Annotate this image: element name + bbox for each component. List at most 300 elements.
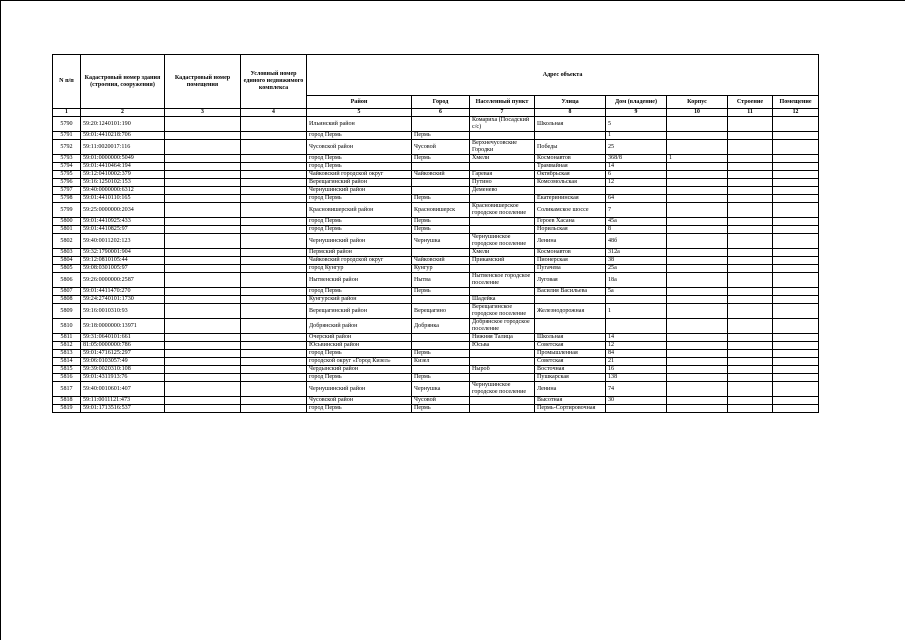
- cell-cadastral-building: 59:32:1790001:904: [81, 249, 165, 257]
- cell-building: [667, 358, 728, 366]
- cell-street: Комсомольская: [535, 179, 606, 187]
- cell-district: город Пермь: [307, 218, 412, 226]
- cell-cadastral-room: [165, 397, 241, 405]
- cell-street: Советская: [535, 342, 606, 350]
- cell-room: [773, 366, 819, 374]
- cell-building: [667, 257, 728, 265]
- cell-house: 25: [606, 140, 667, 155]
- cell-building: [667, 117, 728, 132]
- cell-structure: [728, 249, 773, 257]
- cell-number: 5790: [53, 117, 81, 132]
- cell-room: [773, 265, 819, 273]
- cell-cadastral-room: [165, 342, 241, 350]
- cell-cadastral-room: [165, 218, 241, 226]
- cell-city: Пермь: [412, 195, 470, 203]
- cell-house: 74: [606, 382, 667, 397]
- cell-settlement: Нытвенское городское поселение: [470, 273, 535, 288]
- cell-structure: [728, 171, 773, 179]
- cell-city: [412, 296, 470, 304]
- cell-conditional-number: [241, 350, 307, 358]
- cell-cadastral-room: [165, 117, 241, 132]
- cell-number: 5807: [53, 288, 81, 296]
- cell-number: 5798: [53, 195, 81, 203]
- cell-room: [773, 257, 819, 265]
- cell-structure: [728, 334, 773, 342]
- cell-street: Высотная: [535, 397, 606, 405]
- cell-cadastral-building: 59:01:4410110:165: [81, 195, 165, 203]
- cell-district: город Кунгур: [307, 265, 412, 273]
- cell-number: 5814: [53, 358, 81, 366]
- cell-cadastral-room: [165, 155, 241, 163]
- cell-street: Железнодорожная: [535, 304, 606, 319]
- table-row: [53, 296, 819, 304]
- cell-city: Чайковский: [412, 171, 470, 179]
- cell-structure: [728, 155, 773, 163]
- cell-room: [773, 334, 819, 342]
- table-row: [53, 319, 819, 334]
- cell-building: [667, 366, 728, 374]
- table-row: [53, 179, 819, 187]
- header-npp: N п/п: [53, 55, 81, 109]
- cell-house: [606, 296, 667, 304]
- cell-house: 12: [606, 342, 667, 350]
- cell-district: город Пермь: [307, 155, 412, 163]
- cell-district: Ильинский район: [307, 117, 412, 132]
- cell-street: Пионерская: [535, 257, 606, 265]
- cell-cadastral-building: 59:40:0000000:6312: [81, 187, 165, 195]
- table-row: [53, 163, 819, 171]
- cell-district: город Пермь: [307, 163, 412, 171]
- cell-house: 48б: [606, 234, 667, 249]
- cell-house: 21: [606, 358, 667, 366]
- cell-conditional-number: [241, 382, 307, 397]
- table-row: [53, 350, 819, 358]
- cell-cadastral-building: 59:01:4410925:433: [81, 218, 165, 226]
- cell-number: 5805: [53, 265, 81, 273]
- cell-city: Чусовой: [412, 140, 470, 155]
- cell-building: [667, 319, 728, 334]
- cell-settlement: Комариха (Посадский с/с): [470, 117, 535, 132]
- cell-cadastral-building: 59:25:0000000:2034: [81, 203, 165, 218]
- cell-conditional-number: [241, 171, 307, 179]
- column-number: 9: [606, 109, 667, 117]
- cell-number: 5792: [53, 140, 81, 155]
- cell-room: [773, 195, 819, 203]
- cell-structure: [728, 163, 773, 171]
- cell-conditional-number: [241, 132, 307, 140]
- cell-room: [773, 226, 819, 234]
- cell-number: 5802: [53, 234, 81, 249]
- cell-building: [667, 132, 728, 140]
- cell-room: [773, 187, 819, 195]
- registry-table: [52, 54, 819, 413]
- cell-cadastral-room: [165, 405, 241, 413]
- table-row: [53, 226, 819, 234]
- cell-district: город Пермь: [307, 226, 412, 234]
- cell-building: [667, 288, 728, 296]
- cell-street: Школьная: [535, 117, 606, 132]
- cell-cadastral-building: 59:01:0000000:5049: [81, 155, 165, 163]
- cell-building: [667, 163, 728, 171]
- cell-street: Соликамское шоссе: [535, 203, 606, 218]
- cell-cadastral-room: [165, 195, 241, 203]
- cell-settlement: Прикамский: [470, 257, 535, 265]
- cell-number: 5799: [53, 203, 81, 218]
- cell-city: Кизел: [412, 358, 470, 366]
- cell-number: 5791: [53, 132, 81, 140]
- cell-building: [667, 304, 728, 319]
- cell-cadastral-building: 59:24:2740101:1730: [81, 296, 165, 304]
- cell-conditional-number: [241, 218, 307, 226]
- cell-cadastral-room: [165, 382, 241, 397]
- cell-cadastral-room: [165, 374, 241, 382]
- cell-house: 7: [606, 203, 667, 218]
- cell-house: 5а: [606, 288, 667, 296]
- cell-city: Пермь: [412, 350, 470, 358]
- cell-cadastral-room: [165, 171, 241, 179]
- cell-structure: [728, 296, 773, 304]
- cell-settlement: [470, 163, 535, 171]
- cell-structure: [728, 382, 773, 397]
- cell-settlement: Ныроб: [470, 366, 535, 374]
- cell-cadastral-building: 59:01:4411470:270: [81, 288, 165, 296]
- cell-cadastral-building: 59:06:0103057:49: [81, 358, 165, 366]
- cell-cadastral-room: [165, 304, 241, 319]
- column-number: 2: [81, 109, 165, 117]
- column-number-row: [53, 109, 819, 117]
- cell-number: 5819: [53, 405, 81, 413]
- column-number: 7: [470, 109, 535, 117]
- cell-room: [773, 234, 819, 249]
- cell-room: [773, 304, 819, 319]
- cell-conditional-number: [241, 257, 307, 265]
- cell-street: Екатерининская: [535, 195, 606, 203]
- cell-house: 1: [606, 132, 667, 140]
- cell-street: Победы: [535, 140, 606, 155]
- cell-structure: [728, 405, 773, 413]
- cell-city: Пермь: [412, 155, 470, 163]
- cell-number: 5797: [53, 187, 81, 195]
- scan-edge-top: [0, 0, 905, 1]
- cell-cadastral-room: [165, 249, 241, 257]
- cell-house: 8: [606, 226, 667, 234]
- cell-cadastral-building: 59:01:4410218:706: [81, 132, 165, 140]
- cell-settlement: Шадейка: [470, 296, 535, 304]
- cell-structure: [728, 179, 773, 187]
- table-row: [53, 155, 819, 163]
- scan-edge-left: [0, 0, 1, 640]
- cell-settlement: Красновишерское городское поселение: [470, 203, 535, 218]
- cell-street: Пушкарская: [535, 374, 606, 382]
- cell-room: [773, 397, 819, 405]
- cell-number: 5794: [53, 163, 81, 171]
- cell-street: Космонавтов: [535, 155, 606, 163]
- cell-street: Космонавтов: [535, 249, 606, 257]
- cell-room: [773, 342, 819, 350]
- cell-street: [535, 319, 606, 334]
- cell-settlement: Добрянское городское поселение: [470, 319, 535, 334]
- cell-number: 5793: [53, 155, 81, 163]
- cell-cadastral-room: [165, 234, 241, 249]
- cell-cadastral-building: 59:26:0000000:2587: [81, 273, 165, 288]
- column-number: 12: [773, 109, 819, 117]
- cell-cadastral-building: 59:16:0010310:93: [81, 304, 165, 319]
- cell-building: [667, 273, 728, 288]
- cell-cadastral-building: 59:12:0810105:44: [81, 257, 165, 265]
- cell-city: [412, 249, 470, 257]
- cell-district: Нытвенский район: [307, 273, 412, 288]
- cell-structure: [728, 273, 773, 288]
- cell-structure: [728, 257, 773, 265]
- cell-building: [667, 350, 728, 358]
- cell-room: [773, 117, 819, 132]
- cell-cadastral-building: 59:01:4311913:76: [81, 374, 165, 382]
- cell-cadastral-room: [165, 179, 241, 187]
- cell-city: Пермь: [412, 226, 470, 234]
- cell-street: Школьная: [535, 334, 606, 342]
- cell-conditional-number: [241, 288, 307, 296]
- registry-sheet: [52, 54, 818, 413]
- cell-number: 5808: [53, 296, 81, 304]
- table-row: [53, 257, 819, 265]
- cell-district: Чернушинский район: [307, 234, 412, 249]
- cell-structure: [728, 218, 773, 226]
- cell-structure: [728, 374, 773, 382]
- cell-cadastral-room: [165, 132, 241, 140]
- cell-settlement: Нижняя Талица: [470, 334, 535, 342]
- cell-number: 5813: [53, 350, 81, 358]
- cell-conditional-number: [241, 296, 307, 304]
- cell-structure: [728, 140, 773, 155]
- cell-structure: [728, 132, 773, 140]
- table-row: [53, 249, 819, 257]
- cell-number: 5811: [53, 334, 81, 342]
- cell-street: [535, 187, 606, 195]
- cell-building: [667, 265, 728, 273]
- header-building: Корпус: [667, 96, 728, 109]
- cell-street: Норильская: [535, 226, 606, 234]
- cell-cadastral-building: 59:08:0301005:97: [81, 265, 165, 273]
- cell-conditional-number: [241, 179, 307, 187]
- cell-structure: [728, 117, 773, 132]
- cell-street: Ленина: [535, 234, 606, 249]
- cell-structure: [728, 350, 773, 358]
- cell-district: Чусовской район: [307, 140, 412, 155]
- cell-cadastral-building: 59:11:0020017:116: [81, 140, 165, 155]
- cell-district: Чернушинский район: [307, 382, 412, 397]
- cell-district: Пермский район: [307, 249, 412, 257]
- cell-cadastral-building: 59:01:4410464:194: [81, 163, 165, 171]
- cell-district: город Пермь: [307, 350, 412, 358]
- cell-city: Чернушка: [412, 382, 470, 397]
- cell-house: [606, 187, 667, 195]
- table-row: [53, 171, 819, 179]
- cell-settlement: [470, 350, 535, 358]
- cell-district: Добрянский район: [307, 319, 412, 334]
- cell-district: Очерский район: [307, 334, 412, 342]
- cell-settlement: Гаревая: [470, 171, 535, 179]
- cell-cadastral-building: 59:16:1250102:153: [81, 179, 165, 187]
- header-address: Адрес объекта: [307, 55, 819, 96]
- cell-cadastral-building: 59:40:0010601:407: [81, 382, 165, 397]
- header-house: Дом (владение): [606, 96, 667, 109]
- cell-house: 64: [606, 195, 667, 203]
- cell-structure: [728, 226, 773, 234]
- cell-building: 1: [667, 155, 728, 163]
- cell-building: [667, 405, 728, 413]
- cell-house: 138: [606, 374, 667, 382]
- header-cadastral-building: Кадастровый номер здания (строения, сооружения): [81, 55, 165, 109]
- cell-conditional-number: [241, 140, 307, 155]
- cell-building: [667, 171, 728, 179]
- cell-house: [606, 405, 667, 413]
- cell-settlement: [470, 374, 535, 382]
- cell-structure: [728, 195, 773, 203]
- table-row: [53, 140, 819, 155]
- cell-conditional-number: [241, 405, 307, 413]
- cell-house: 84: [606, 350, 667, 358]
- cell-settlement: [470, 195, 535, 203]
- cell-settlement: [470, 265, 535, 273]
- cell-structure: [728, 234, 773, 249]
- cell-district: Юсьвинский район: [307, 342, 412, 350]
- cell-house: 18а: [606, 273, 667, 288]
- cell-street: Советская: [535, 358, 606, 366]
- cell-city: Пермь: [412, 374, 470, 382]
- cell-cadastral-building: 59:01:4410825:97: [81, 226, 165, 234]
- cell-district: Чайковский городской округ: [307, 257, 412, 265]
- cell-conditional-number: [241, 397, 307, 405]
- cell-settlement: Путино: [470, 179, 535, 187]
- cell-city: [412, 117, 470, 132]
- cell-number: 5815: [53, 366, 81, 374]
- cell-building: [667, 187, 728, 195]
- cell-cadastral-building: 81:05:0000000:786: [81, 342, 165, 350]
- cell-number: 5809: [53, 304, 81, 319]
- cell-house: 1: [606, 304, 667, 319]
- cell-city: Добрянка: [412, 319, 470, 334]
- cell-number: 5795: [53, 171, 81, 179]
- cell-cadastral-room: [165, 296, 241, 304]
- cell-city: [412, 366, 470, 374]
- cell-city: Пермь: [412, 405, 470, 413]
- cell-city: Чернушка: [412, 234, 470, 249]
- header-cadastral-room: Кадастровый номер помещения: [165, 55, 241, 109]
- cell-structure: [728, 203, 773, 218]
- cell-street: Героев Хасана: [535, 218, 606, 226]
- cell-street: Василия Васильева: [535, 288, 606, 296]
- cell-room: [773, 218, 819, 226]
- cell-street: Трамвайная: [535, 163, 606, 171]
- cell-city: Чусовой: [412, 397, 470, 405]
- cell-settlement: Чернушинское городское поселение: [470, 382, 535, 397]
- cell-settlement: [470, 226, 535, 234]
- cell-structure: [728, 265, 773, 273]
- table-row: [53, 358, 819, 366]
- cell-house: 25а: [606, 265, 667, 273]
- cell-cadastral-room: [165, 273, 241, 288]
- table-row: [53, 273, 819, 288]
- cell-cadastral-room: [165, 319, 241, 334]
- table-row: [53, 397, 819, 405]
- cell-conditional-number: [241, 249, 307, 257]
- cell-cadastral-room: [165, 187, 241, 195]
- cell-city: [412, 163, 470, 171]
- cell-conditional-number: [241, 358, 307, 366]
- cell-conditional-number: [241, 195, 307, 203]
- cell-building: [667, 249, 728, 257]
- header-structure: Строение: [728, 96, 773, 109]
- table-row: [53, 265, 819, 273]
- cell-city: [412, 334, 470, 342]
- cell-number: 5817: [53, 382, 81, 397]
- cell-cadastral-building: 59:18:0000000:13971: [81, 319, 165, 334]
- cell-city: [412, 187, 470, 195]
- table-row: [53, 382, 819, 397]
- cell-cadastral-building: 59:39:0020310:108: [81, 366, 165, 374]
- cell-number: 5806: [53, 273, 81, 288]
- cell-street: [535, 296, 606, 304]
- column-number: 1: [53, 109, 81, 117]
- cell-cadastral-room: [165, 265, 241, 273]
- cell-house: 38: [606, 257, 667, 265]
- cell-city: Верещагино: [412, 304, 470, 319]
- cell-building: [667, 218, 728, 226]
- cell-room: [773, 374, 819, 382]
- cell-building: [667, 179, 728, 187]
- cell-cadastral-building: 59:12:0410002:379: [81, 171, 165, 179]
- cell-district: городской округ «Город Кизел»: [307, 358, 412, 366]
- cell-house: 14: [606, 334, 667, 342]
- cell-conditional-number: [241, 334, 307, 342]
- table-row: [53, 203, 819, 218]
- cell-number: 5816: [53, 374, 81, 382]
- cell-building: [667, 203, 728, 218]
- cell-conditional-number: [241, 304, 307, 319]
- cell-conditional-number: [241, 319, 307, 334]
- cell-number: 5818: [53, 397, 81, 405]
- cell-room: [773, 382, 819, 397]
- cell-city: Красновишерск: [412, 203, 470, 218]
- cell-cadastral-room: [165, 257, 241, 265]
- cell-number: 5804: [53, 257, 81, 265]
- cell-building: [667, 382, 728, 397]
- cell-city: Кунгур: [412, 265, 470, 273]
- cell-city: Нытва: [412, 273, 470, 288]
- column-number: 4: [241, 109, 307, 117]
- cell-room: [773, 163, 819, 171]
- cell-street: Восточная: [535, 366, 606, 374]
- cell-structure: [728, 366, 773, 374]
- cell-city: [412, 342, 470, 350]
- cell-cadastral-room: [165, 226, 241, 234]
- table-row: [53, 195, 819, 203]
- cell-house: 16: [606, 366, 667, 374]
- cell-district: город Пермь: [307, 195, 412, 203]
- header-settlement: Населенный пункт: [470, 96, 535, 109]
- cell-conditional-number: [241, 342, 307, 350]
- cell-cadastral-room: [165, 366, 241, 374]
- cell-conditional-number: [241, 226, 307, 234]
- cell-street: Луговая: [535, 273, 606, 288]
- cell-city: Пермь: [412, 132, 470, 140]
- cell-building: [667, 226, 728, 234]
- cell-building: [667, 374, 728, 382]
- header-room: Помещение: [773, 96, 819, 109]
- cell-conditional-number: [241, 265, 307, 273]
- cell-district: Красновишерский район: [307, 203, 412, 218]
- cell-street: Промышленная: [535, 350, 606, 358]
